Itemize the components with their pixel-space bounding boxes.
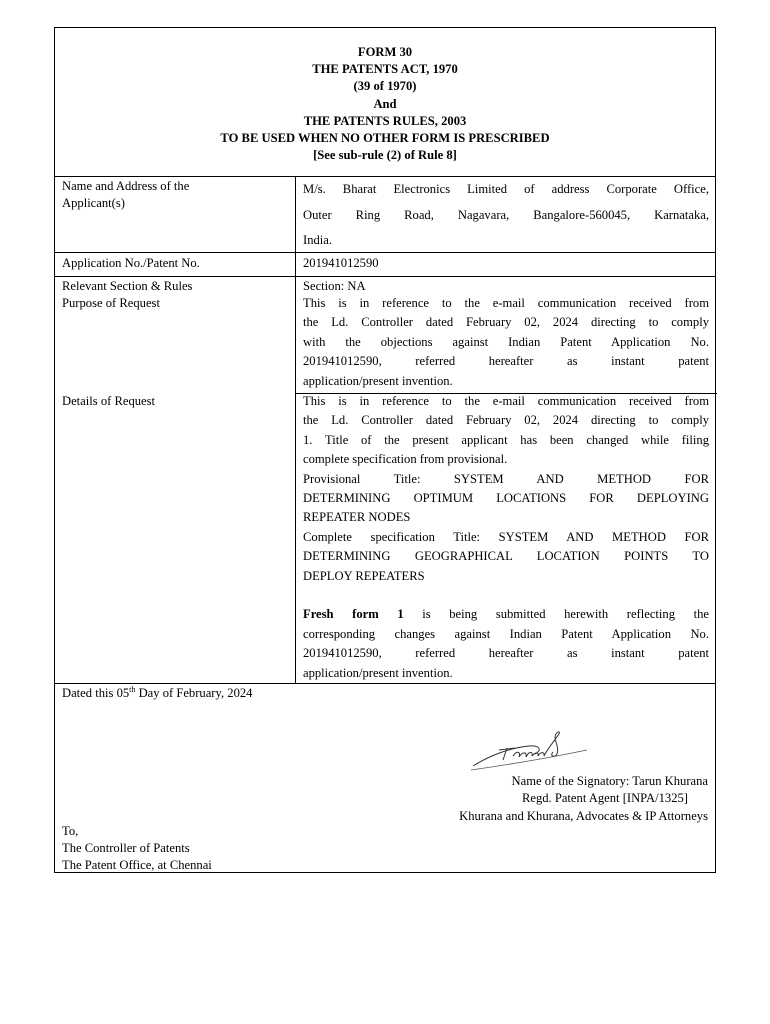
- rules-title: THE PATENTS RULES, 2003: [303, 113, 467, 128]
- purpose-line: 201941012590, referred hereafter as instant patent: [303, 354, 709, 369]
- details-line: corresponding changes against Indian Patent Application No.: [303, 626, 709, 641]
- purpose-line: the Ld. Controller dated February 02, 2024 directing to comply: [303, 315, 709, 330]
- dated-line: [62, 684, 252, 703]
- handwritten-signature: [469, 726, 591, 774]
- details-line: DETERMINING GEOGRAPHICAL LOCATION POINTS TO: [303, 549, 709, 564]
- signatory-name: Name of the Signatory: Tarun Khurana: [511, 774, 708, 788]
- purpose-line: This is in reference to the e-mail communication received from: [303, 296, 709, 310]
- column-divider: [295, 176, 296, 684]
- details-line: application/present invention.: [303, 665, 453, 680]
- header-and: And: [373, 96, 397, 111]
- form-30-document: [54, 27, 716, 873]
- purpose-value: [303, 294, 709, 391]
- relevant-section-label: Relevant Section & Rules: [62, 279, 193, 293]
- details-line: Provisional Title: SYSTEM AND METHOD FOR: [303, 471, 709, 486]
- details-line: 201941012590, referred hereafter as instant patent: [303, 646, 709, 661]
- details-label: Details of Request: [62, 394, 156, 408]
- form-number: FORM 30: [357, 45, 413, 59]
- relevant-section-value: Section: NA: [303, 279, 366, 293]
- details-line: This is in reference to the e-mail communication received from: [303, 394, 709, 408]
- application-number-value: 201941012590: [303, 256, 379, 270]
- details-line: REPEATER NODES: [303, 510, 411, 525]
- fresh-form-rest: is being submitted herewith reflecting the: [422, 607, 709, 622]
- act-title: THE PATENTS ACT, 1970: [312, 62, 458, 77]
- form-purpose-heading: TO BE USED WHEN NO OTHER FORM IS PRESCRIBED: [220, 131, 550, 146]
- applicant-address-line: Outer Ring Road, Nagavara, Bangalore-560045, Karnataka,: [303, 207, 709, 222]
- purpose-line: with the objections against Indian Patent Application No.: [303, 334, 709, 349]
- applicant-address-line: India.: [303, 233, 333, 248]
- dated-superscript: th: [129, 684, 136, 694]
- applicant-value: [303, 177, 709, 254]
- details-line: complete specification from provisional.: [303, 452, 508, 467]
- signatory-block: [459, 773, 708, 825]
- sub-rule-reference: [See sub-rule (2) of Rule 8]: [313, 148, 457, 163]
- details-line: 1. Title of the present applicant has been changed while filing: [303, 432, 709, 447]
- dated-prefix: Dated this 05: [62, 686, 130, 700]
- divider: [55, 276, 715, 277]
- details-line: the Ld. Controller dated February 02, 2024 directing to comply: [303, 413, 709, 428]
- application-number-label: Application No./Patent No.: [62, 256, 200, 270]
- fresh-form-line: [303, 605, 709, 624]
- signatory-registration: Regd. Patent Agent [INPA/1325]: [521, 791, 688, 806]
- fresh-form-bold: Fresh form 1: [303, 607, 404, 622]
- details-line: Complete specification Title: SYSTEM AND METHOD FOR: [303, 529, 709, 544]
- act-number: (39 of 1970): [353, 79, 417, 94]
- addressee-block: [62, 823, 212, 875]
- details-line: DETERMINING OPTIMUM LOCATIONS FOR DEPLOYING: [303, 491, 709, 506]
- dated-rest: Day of February, 2024: [138, 686, 253, 700]
- details-line: DEPLOY REPEATERS: [303, 568, 425, 583]
- applicant-label: [62, 178, 292, 213]
- purpose-label: Purpose of Request: [62, 296, 160, 310]
- signatory-firm: Khurana and Khurana, Advocates & IP Attorneys: [459, 808, 708, 823]
- addressee-line: The Controller of Patents: [62, 841, 190, 856]
- addressee-line: The Patent Office, at Chennai: [62, 858, 212, 873]
- applicant-label-line: Name and Address of the: [62, 179, 190, 193]
- applicant-address-line: M/s. Bharat Electronics Limited of address Corporate Office,: [303, 182, 709, 196]
- addressee-to: To,: [62, 824, 79, 838]
- purpose-line: application/present invention.: [303, 373, 453, 388]
- applicant-label-line: Applicant(s): [62, 196, 125, 211]
- details-value: [303, 392, 709, 683]
- form-header: [55, 44, 715, 164]
